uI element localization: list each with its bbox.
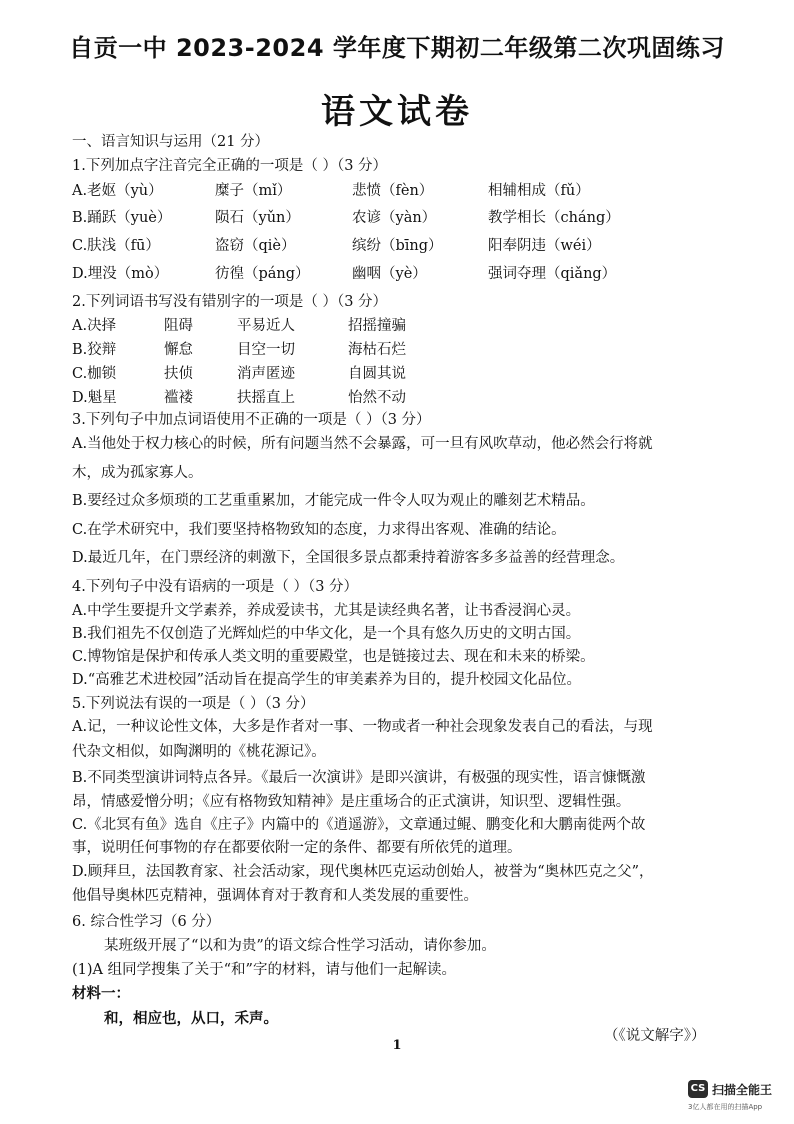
- q5-option-d-line1: D.顾拜旦，法国教育家、社会活动家，现代奥林匹克运动创始人，被誉为“奥林匹克之父”，: [72, 864, 654, 880]
- q1-option-b-1: B.踊跃（yuè）: [72, 210, 172, 226]
- q4-option-a: A.中学生要提升文学素养，养成爱读书，尤其是读经典名著，让书香浸润心灵。: [72, 603, 581, 619]
- q2-option-b-1: B.狡辩: [72, 342, 117, 358]
- q2-option-a-1: A.决择: [72, 318, 117, 334]
- subject-title: 语文试卷: [321, 92, 473, 132]
- question-6-stem: 6. 综合性学习（6 分）: [72, 914, 221, 930]
- question-3-stem: 3.下列句子中加点词语使用不正确的一项是（ ）（3 分）: [72, 412, 431, 428]
- q2-option-a-2: 阻碍: [164, 318, 193, 334]
- q3-option-b: B.要经过众多烦琐的工艺重重累加，才能完成一件令人叹为观止的雕刻艺术精品。: [72, 493, 595, 509]
- question-1-stem: 1.下列加点字注音完全正确的一项是（ ）（3 分）: [72, 158, 388, 174]
- material-text: 和，相应也，从口，禾声。: [104, 1011, 278, 1027]
- q2-option-c-1: C.枷锁: [72, 366, 117, 382]
- q1-option-a-2: 糜子（mǐ）: [215, 183, 292, 199]
- q1-option-a-1: A.老妪（yù）: [72, 183, 163, 199]
- cs-logo-icon: CS: [688, 1080, 708, 1098]
- q5-option-a-line1: A.记，一种议论性文体，大多是作者对一事、一物或者一种社会现象发表自己的看法，与现: [72, 719, 653, 735]
- question-2-stem: 2.下列词语书写没有错别字的一项是（ ）（3 分）: [72, 294, 388, 310]
- q3-option-a-line2: 木，成为孤家寡人。: [72, 465, 203, 481]
- question-5-stem: 5.下列说法有误的一项是（ ）（3 分）: [72, 696, 315, 712]
- q5-option-a-line2: 代杂文相似，如陶渊明的《桃花源记》。: [72, 744, 326, 760]
- q1-option-d-1: D.埋没（mò）: [72, 266, 169, 282]
- q1-option-b-2: 陨石（yǔn）: [215, 210, 300, 226]
- q3-option-d: D.最近几年，在门票经济的刺激下，全国很多景点都秉持着游客多多益善的经营理念。: [72, 550, 625, 566]
- q2-option-c-4: 自圆其说: [348, 366, 406, 382]
- material-source: （《说文解字》）: [604, 1028, 706, 1044]
- q6-intro: 某班级开展了“以和为贵”的语文综合性学习活动，请你参加。: [104, 938, 496, 954]
- q4-option-d: D.“高雅艺术进校园”活动旨在提高学生的审美素养为目的，提升校园文化品位。: [72, 672, 582, 688]
- q1-option-b-4: 教学相长（cháng）: [488, 210, 620, 226]
- q3-option-c: C.在学术研究中，我们要坚持格物致知的态度，力求得出客观、准确的结论。: [72, 522, 566, 538]
- q2-option-d-4: 怡然不动: [348, 390, 406, 406]
- q5-option-c-line2: 事，说明任何事物的存在都要依附一定的条件、都要有所依凭的道理。: [72, 840, 522, 856]
- q5-option-b-line1: B.不同类型演讲词特点各异。《最后一次演讲》是即兴演讲，有极强的现实性，语言慷慨激: [72, 770, 646, 786]
- exam-title: 自贡一中 2023-2024 学年度下期初二年级第二次巩固练习: [69, 34, 725, 62]
- q1-option-a-4: 相辅相成（fǔ）: [488, 183, 590, 199]
- q6-part-1: (1)A 组同学搜集了关于“和”字的材料，请与他们一起解读。: [72, 962, 456, 978]
- q1-option-c-4: 阳奉阴违（wéi）: [488, 238, 601, 254]
- q1-option-d-2: 彷徨（páng）: [215, 266, 310, 282]
- material-label: 材料一：: [72, 985, 130, 1002]
- q5-option-c-line1: C.《北冥有鱼》选自《庄子》内篇中的《逍遥游》，文章通过鲲、鹏变化和大鹏南徙两个故: [72, 817, 646, 833]
- q5-option-d-line2: 他倡导奥林匹克精神，强调体育对于教育和人类发展的重要性。: [72, 888, 478, 904]
- scanner-watermark: [688, 1078, 794, 1118]
- q2-option-d-2: 褴褛: [164, 390, 193, 406]
- q2-option-c-3: 消声匿迹: [237, 366, 295, 382]
- q2-option-a-3: 平易近人: [237, 318, 295, 334]
- q2-option-b-3: 目空一切: [237, 342, 295, 358]
- q3-option-a-line1: A.当他处于权力核心的时候，所有问题当然不会暴露，可一旦有风吹草动，他必然会行将就: [72, 436, 653, 452]
- q2-option-d-3: 扶摇直上: [237, 390, 295, 406]
- section-heading: 一、语言知识与运用（21 分）: [72, 134, 270, 150]
- q1-option-c-3: 缤纷（bīng）: [352, 238, 443, 254]
- q1-option-b-3: 农谚（yàn）: [352, 210, 437, 226]
- watermark-slogan: 3亿人都在用的扫描App: [688, 1103, 763, 1111]
- q2-option-a-4: 招摇撞骗: [348, 318, 406, 334]
- question-4-stem: 4.下列句子中没有语病的一项是（ ）（3 分）: [72, 579, 359, 595]
- q1-option-d-3: 幽咽（yè）: [352, 266, 427, 282]
- watermark-brand: 扫描全能王: [712, 1083, 773, 1097]
- page-number: 1: [392, 1038, 402, 1053]
- q4-option-c: C.博物馆是保护和传承人类文明的重要殿堂，也是链接过去、现在和未来的桥梁。: [72, 649, 595, 665]
- q1-option-a-3: 悲愤（fèn）: [352, 183, 434, 199]
- q2-option-b-2: 懈怠: [164, 342, 193, 358]
- q2-option-d-1: D.魁星: [72, 390, 117, 406]
- q2-option-c-2: 扶侦: [164, 366, 193, 382]
- q2-option-b-4: 海枯石烂: [348, 342, 406, 358]
- q1-option-c-2: 盗窃（qiè）: [215, 238, 296, 254]
- q1-option-c-1: C.肤浅（fū）: [72, 238, 160, 254]
- q1-option-d-4: 强词夺理（qiǎng）: [488, 266, 617, 282]
- q5-option-b-line2: 昂，情感爱憎分明；《应有格物致知精神》是庄重场合的正式演讲，知识型、逻辑性强。: [72, 794, 631, 810]
- q4-option-b: B.我们祖先不仅创造了光辉灿烂的中华文化，是一个具有悠久历史的文明古国。: [72, 626, 581, 642]
